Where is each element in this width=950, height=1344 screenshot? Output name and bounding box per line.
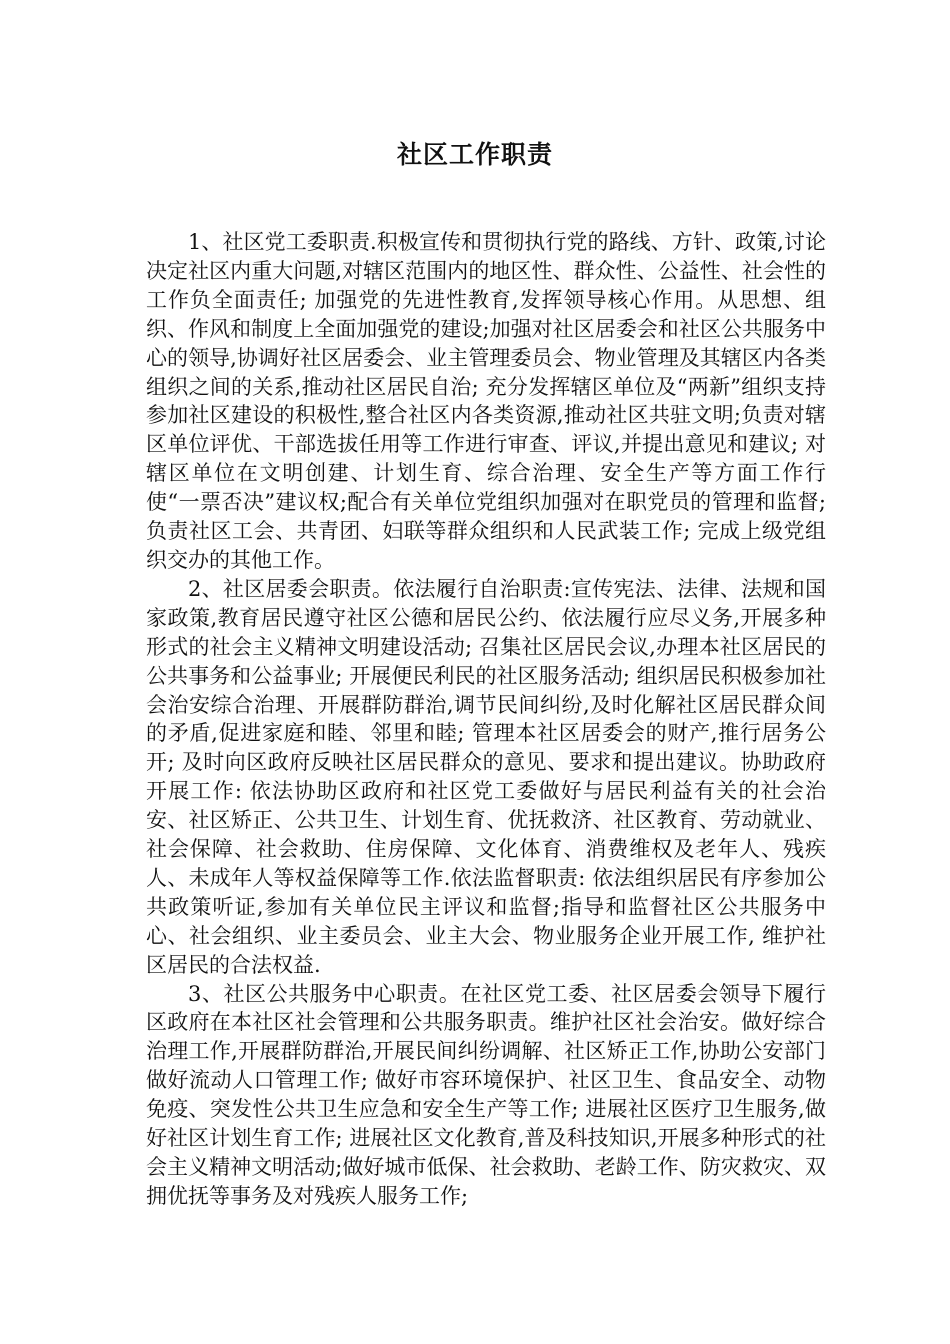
paragraph-residents-committee-duties: 2、社区居委会职责。依法履行自治职责:宣传宪法、法律、法规和国家政策,教育居民遵守社区公德和居民公约、依法履行应尽义务,开展多种形式的社会主义精神文明建设活动; 召集社区居民会议,办理本社区居民的公共事务和公益事业; 开展便民利民的社区服务活动; 组织居民积极参加社会治安综合治理、开展群防群治,调节民间纠纷,及时化解社区居民群众间的矛盾,促进家庭和睦、邻里和睦; 管理本社区居委会的财产,推行居务公开; 及时向区政府反映社区居民群众的意见、要求和提出建议。协助政府开展工作: 依法协助区政府和社区党工委做好与居民利益有关的社会治安、社区矫正、公共卫生、计划生育、优抚救济、社区教育、劳动就业、社会保障、社会救助、住房保障、文化体育、消费维权及老年人、残疾人、未成年人等权益保障等工作.依法监督职责: 依法组织居民有序参加公共政策听证,参加有关单位民主评议和监督;指导和监督社区公共服务中心、社会组织、业主委员会、业主大会、物业服务企业开展工作, 维护社区居民的合法权益. <box>146 576 826 977</box>
paragraph-public-service-center-duties: 3、社区公共服务中心职责。在社区党工委、社区居委会领导下履行区政府在本社区社会管理和公共服务职责。维护社区社会治安。做好综合治理工作,开展群防群治,开展民间纠纷调解、社区矫正工作,协助公安部门做好流动人口管理工作; 做好市容环境保护、社区卫生、食品安全、动物免疫、突发性公共卫生应急和安全生产等工作; 进展社区医疗卫生服务,做好社区计划生育工作; 进展社区文化教育,普及科技知识,开展多种形式的社会主义精神文明活动;做好城市低保、社会救助、老龄工作、防灾救灾、双拥优抚等事务及对残疾人服务工作; <box>146 981 826 1208</box>
document-body <box>146 228 826 1211</box>
paragraph-party-committee-duties: 1、社区党工委职责.积极宣传和贯彻执行党的路线、方针、政策,讨论决定社区内重大问题,对辖区范围内的地区性、群众性、公益性、社会性的工作负全面责任; 加强党的先进性教育,发挥领导核心作用。从思想、组织、作风和制度上全面加强党的建设;加强对社区居委会和社区公共服务中心的领导,协调好社区居委会、业主管理委员会、物业管理及其辖区内各类组织之间的关系,推动社区居民自治; 充分发挥辖区单位及“两新”组织支持参加社区建设的积极性,整合社区内各类资源,推动社区共驻文明;负责对辖区单位评优、干部选拔任用等工作进行审查、评议,并提出意见和建议; 对辖区单位在文明创建、计划生育、综合治理、安全生产等方面工作行使“一票否决”建议权;配合有关单位党组织加强对在职党员的管理和监督;负责社区工会、共青团、妇联等群众组织和人民武装工作; 完成上级党组织交办的其他工作。 <box>146 230 826 572</box>
document-title: 社区工作职责 <box>396 140 553 169</box>
